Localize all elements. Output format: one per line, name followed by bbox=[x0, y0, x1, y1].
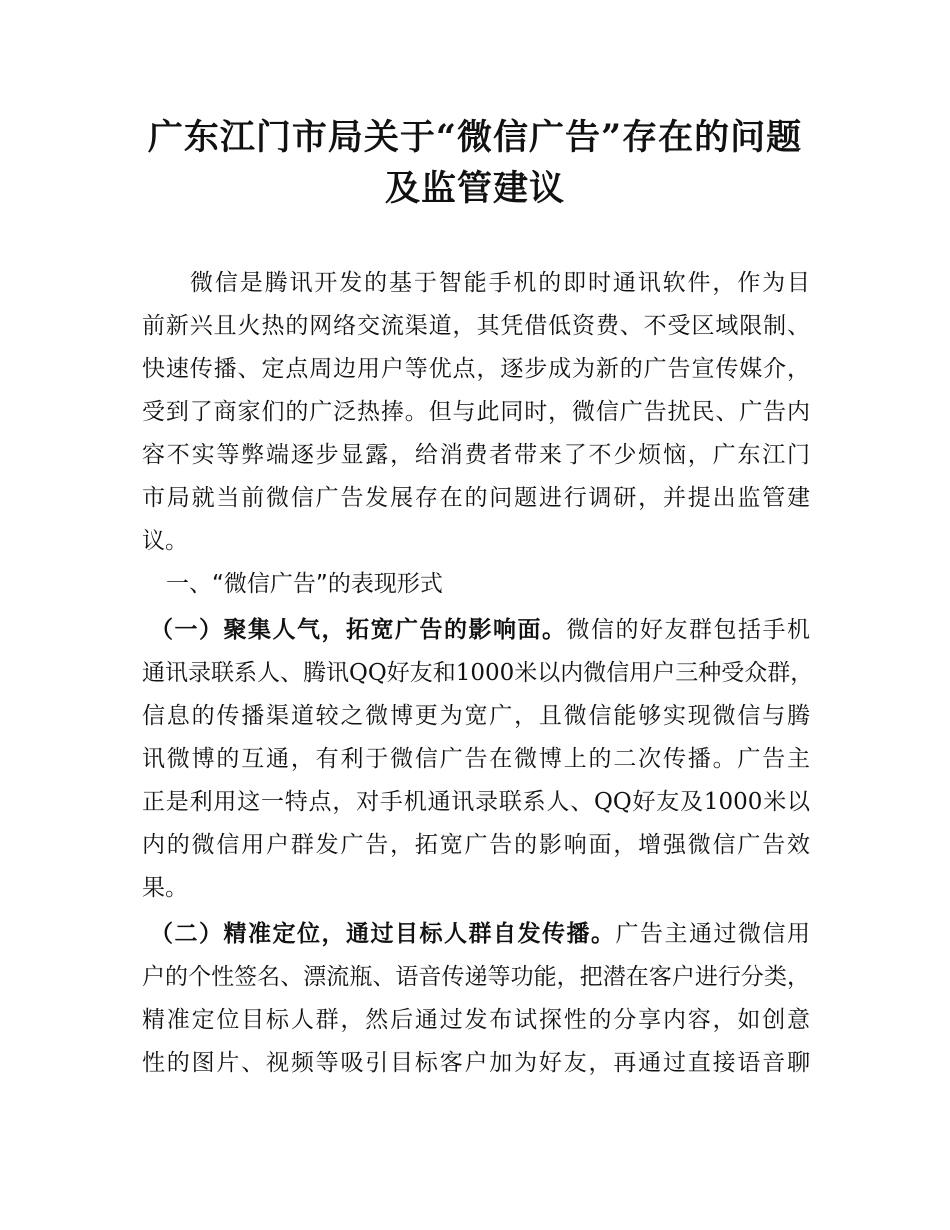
paragraph-1-lead: （一）聚集人气，拓宽广告的影响面。 bbox=[150, 616, 567, 643]
paragraph-2-line: 精准定位目标人群，然后通过发布试探性的分享内容，如创意 bbox=[142, 1007, 810, 1033]
paragraph-2-line: 户的个性签名、漂流瓶、语音传递等功能，把潜在客户进行分类， bbox=[142, 964, 810, 990]
intro-line: 微信是腾讯开发的基于智能手机的即时通讯软件，作为目 bbox=[190, 270, 810, 296]
paragraph-1-line: 讯微博的互通，有利于微信广告在微博上的二次传播。广告主 bbox=[142, 746, 810, 772]
intro-line: 市局就当前微信广告发展存在的问题进行调研，并提出监管建 bbox=[142, 485, 810, 511]
section-heading: 一、“微信广告”的表现形式 bbox=[166, 571, 443, 597]
paragraph-1-line: 通讯录联系人、腾讯QQ好友和1000米以内微信用户三种受众群， bbox=[142, 660, 814, 686]
document-title-line-2: 及监管建议 bbox=[384, 168, 565, 209]
paragraph-2-first-line bbox=[150, 917, 810, 951]
paragraph-2-lead: （二）精准定位，通过目标人群自发传播。 bbox=[150, 920, 616, 947]
paragraph-1-first-line bbox=[150, 613, 810, 647]
paragraph-1-line: 内的微信用户群发广告，拓宽广告的影响面，增强微信广告效 bbox=[142, 832, 810, 858]
paragraph-2-lead-rest: 广告主通过微信用 bbox=[615, 921, 810, 947]
paragraph-1-line: 正是利用这一特点，对手机通讯录联系人、QQ好友及1000米以 bbox=[142, 789, 810, 815]
intro-line: 议。 bbox=[142, 528, 188, 554]
paragraph-2-line: 性的图片、视频等吸引目标客户加为好友，再通过直接语音聊 bbox=[142, 1050, 810, 1076]
intro-line: 容不实等弊端逐步显露，给消费者带来了不少烦恼，广东江门 bbox=[142, 442, 810, 468]
paragraph-1-line: 果。 bbox=[142, 875, 188, 901]
paragraph-1-lead-rest: 微信的好友群包括手机 bbox=[566, 617, 810, 643]
intro-line: 前新兴且火热的网络交流渠道，其凭借低资费、不受区域限制、 bbox=[142, 313, 810, 339]
document-title-line-1: 广东江门市局关于“微信广告”存在的问题 bbox=[147, 117, 803, 158]
intro-line: 受到了商家们的广泛热捧。但与此同时，微信广告扰民、广告内 bbox=[142, 399, 810, 425]
paragraph-1-line: 信息的传播渠道较之微博更为宽广，且微信能够实现微信与腾 bbox=[142, 703, 810, 729]
intro-line: 快速传播、定点周边用户等优点，逐步成为新的广告宣传媒介， bbox=[142, 356, 810, 382]
